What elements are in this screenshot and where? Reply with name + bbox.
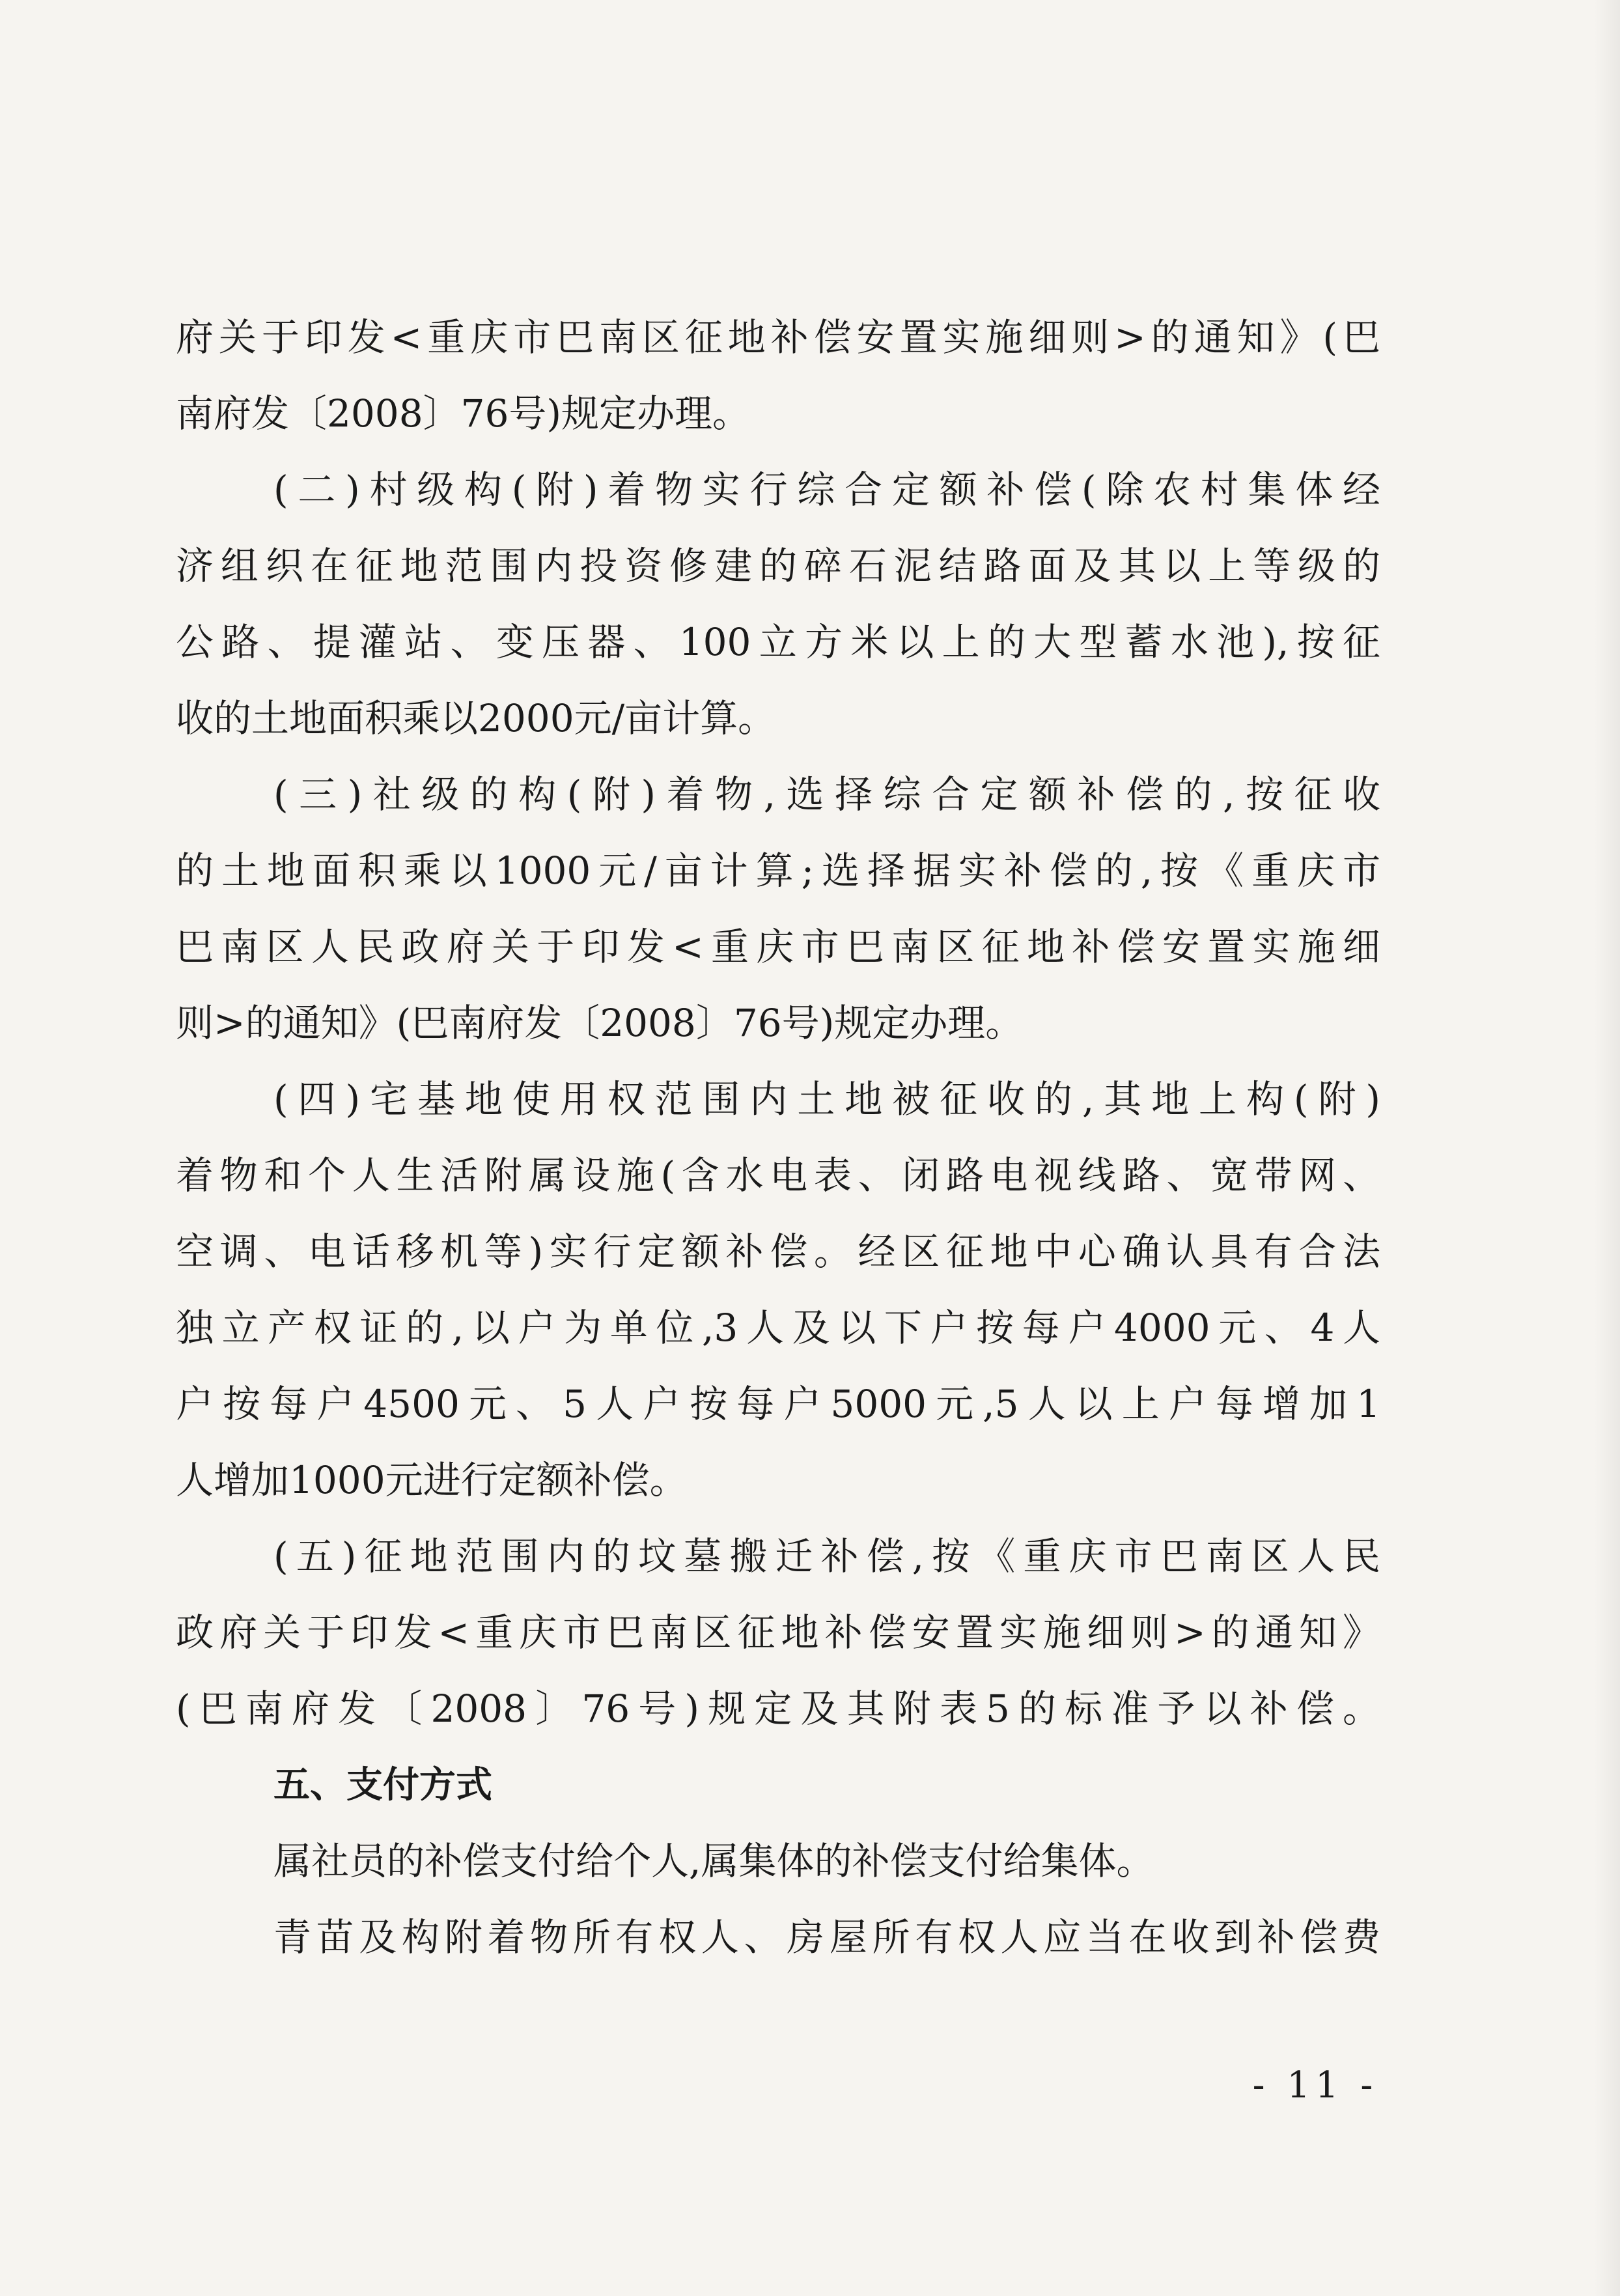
text-line: (巴南府发〔2008〕76号)规定及其附表5的标准予以补偿。 xyxy=(176,1687,1380,1731)
scan-edge xyxy=(1594,0,1620,2296)
text-line: 户按每户4500元、5人户按每户5000元,5人以上户每增加1 xyxy=(176,1382,1380,1426)
text-line: 人增加1000元进行定额补偿。 xyxy=(176,1458,688,1502)
section-heading: 五、支付方式 xyxy=(273,1764,492,1806)
text-line: 巴南区人民政府关于印发<重庆市巴南区征地补偿安置实施细 xyxy=(176,925,1380,969)
text-line: 则>的通知》(巴南府发〔2008〕76号)规定办理。 xyxy=(176,1001,1024,1045)
text-line: 的土地面积乘以1000元/亩计算;选择据实补偿的,按《重庆市 xyxy=(176,848,1380,893)
text-line: 收的土地面积乘以2000元/亩计算。 xyxy=(176,696,776,740)
text-line: 空调、电话移机等)实行定额补偿。经区征地中心确认具有合法 xyxy=(176,1229,1380,1274)
text-line: (五)征地范围内的坟墓搬迁补偿,按《重庆市巴南区人民 xyxy=(273,1534,1380,1578)
text-line: 着物和个人生活附属设施(含水电表、闭路电视线路、宽带网、 xyxy=(176,1153,1380,1197)
text-line: 属社员的补偿支付给个人,属集体的补偿支付给集体。 xyxy=(273,1839,1154,1883)
text-line: (二)村级构(附)着物实行综合定额补偿(除农村集体经 xyxy=(273,468,1380,512)
text-line: 独立产权证的,以户为单位,3人及以下户按每户4000元、4人 xyxy=(176,1306,1380,1350)
text-line: (四)宅基地使用权范围内土地被征收的,其地上构(附) xyxy=(273,1077,1380,1121)
text-line: 政府关于印发<重庆市巴南区征地补偿安置实施细则>的通知》 xyxy=(176,1610,1380,1655)
text-line: (三)社级的构(附)着物,选择综合定额补偿的,按征收 xyxy=(273,772,1380,817)
page-number: - 11 - xyxy=(1252,2064,1378,2107)
text-line: 南府发〔2008〕76号)规定办理。 xyxy=(176,391,751,436)
text-line: 公路、提灌站、变压器、100立方米以上的大型蓄水池),按征 xyxy=(176,620,1380,664)
text-line: 青苗及构附着物所有权人、房屋所有权人应当在收到补偿费 xyxy=(273,1915,1380,1959)
text-line: 府关于印发<重庆市巴南区征地补偿安置实施细则>的通知》(巴 xyxy=(176,315,1380,359)
document-body xyxy=(176,300,1380,1976)
text-line: 济组织在征地范围内投资修建的碎石泥结路面及其以上等级的 xyxy=(176,544,1380,588)
